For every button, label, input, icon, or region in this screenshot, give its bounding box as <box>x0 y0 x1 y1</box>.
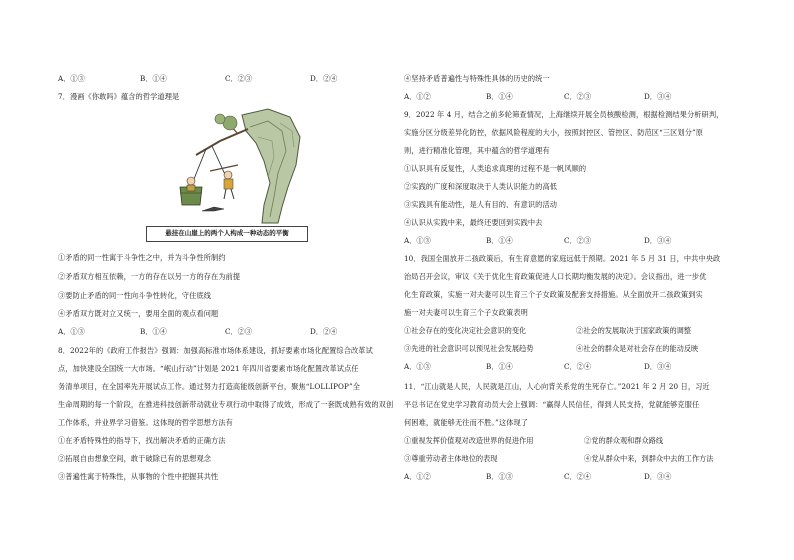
q10-line-2: 治局召开会议，审议《关于优化生育政策促进人口长期均衡发展的决定》。会议指出，进一步优 <box>404 272 707 281</box>
option-b: B．①④ <box>486 92 513 101</box>
q8-item-4: ④坚持矛盾普遍性与特殊性具体的历史的统一 <box>404 74 550 83</box>
option-c: C．②③ <box>225 327 253 336</box>
q8-line-3: 务清单项目，在全国率先开展试点工作。通过努力打造高能级创新平台，聚焦“LOLLIPOP”全 <box>58 382 361 391</box>
option-b: B．①④ <box>486 236 513 245</box>
option-c: C．②④ <box>564 472 592 481</box>
comic-caption-box <box>146 226 308 242</box>
option-d: D．②④ <box>310 327 338 336</box>
option-d: D．②④ <box>310 74 338 83</box>
q10-line-3: 化生育政策，实施一对夫妻可以生育三个子女政策及配套支持措施。从全面放开二孩政策到实 <box>404 290 703 299</box>
q11-item-4: ④党从群众中来，到群众中去的工作方法 <box>584 454 714 463</box>
option-c: C．②③ <box>564 236 592 245</box>
q11-item-3: ③尊重劳动者主体地位的表现 <box>404 454 498 463</box>
option-d: D．③④ <box>644 472 672 481</box>
option-a: A．①② <box>404 472 431 481</box>
option-a: A．①③ <box>404 236 431 245</box>
option-b: B．①④ <box>486 362 513 371</box>
q8-line-4: 生命周期的每一个阶段，在推进科技创新带动就业专项行动中取得了成效，形成了一套既成熟有效的双创 <box>58 400 394 409</box>
q10-item-3: ③先进的社会意识可以预见社会发展趋势 <box>404 344 534 353</box>
q8-line-1: 8．2022年的《政府工作报告》强调：加强高标准市场体系建设，抓好要素市场化配置综合改革试 <box>58 346 373 355</box>
option-a: A．①③ <box>404 362 431 371</box>
q10-item-1: ①社会存在的变化决定社会意识的变化 <box>404 326 527 335</box>
option-d: D．③④ <box>644 362 672 371</box>
option-c: C．②③ <box>564 92 592 101</box>
q10-item-2: ②社会的发展取决于国家政策的调整 <box>576 326 692 335</box>
q9-line-3: 则，进行精准化管理，其中蕴含的哲学道理有 <box>404 146 550 155</box>
q11-line-1: 11．“江山就是人民，人民就是江山，人心向背关系党的生死存亡。”2021 年 2 月 20 日，习近 <box>404 382 710 391</box>
q11-line-2: 平总书记在党史学习教育动员大会上强调：“赢得人民信任，得到人民支持，党就能够克服任 <box>404 400 700 409</box>
option-a: A．①③ <box>58 327 85 336</box>
option-d: D．③④ <box>644 236 672 245</box>
option-d: D．③④ <box>644 92 672 101</box>
q11-line-3: 何困难，就能够无往而不胜。”这体现了 <box>404 418 529 427</box>
q7-stem: 7．漫画《你敢吗》蕴含的哲学道理是 <box>58 92 180 101</box>
q8-line-2: 点，加快建设全国统一大市场。“岷山行动”计划是 2021 年四川省要素市场化配置改革试点任 <box>58 364 359 373</box>
q11-item-2: ②党的群众观和群众路线 <box>584 436 664 445</box>
q8-line-5: 工作体系，并业界学习借鉴。这体现的哲学思想方法有 <box>58 418 233 427</box>
q8-item-2: ②拓展自由想象空间，敢于破除已有的思想观念 <box>58 454 212 463</box>
q11-item-1: ①重视发挥价值观对改造世界的促进作用 <box>404 436 534 445</box>
option-a: A．①③ <box>58 74 85 83</box>
q7-item-4: ④矛盾双方既对立又统一，要用全面的观点看问题 <box>58 309 219 318</box>
q8-item-3: ③普遍性寓于特殊性，从事物的个性中把握其共性 <box>58 472 219 481</box>
option-b: B．①③ <box>486 472 513 481</box>
q9-item-1: ①认识具有反复性，人类追求真理的过程不是一帆风顺的 <box>404 164 587 173</box>
q7-item-3: ③要防止矛盾的同一性向斗争性转化，守住底线 <box>58 291 212 300</box>
option-c: C．②③ <box>225 74 253 83</box>
q9-line-1: 9．2022 年 4 月，结合之前多轮筛查情况，上海继续开展全员核酸检测，根据检测结果分析研判， <box>404 110 724 119</box>
q7-item-1: ①矛盾的同一性寓于斗争性之中，并为斗争性所制约 <box>58 253 226 262</box>
option-b: B．①④ <box>140 74 167 83</box>
q9-item-3: ③实践具有能动性，是人有目的、有意识的活动 <box>404 200 558 209</box>
option-c: C．②④ <box>564 362 592 371</box>
q8-item-1: ①在矛盾特殊性的指导下，找出解决矛盾的正确方法 <box>58 436 226 445</box>
q10-item-4: ④社会的群众是对社会存在的能动反映 <box>576 344 699 353</box>
q10-line-4: 施一对夫妻可以生育三个子女政策表明 <box>404 308 528 317</box>
q7-item-2: ②矛盾双方相互依赖，一方的存在以另一方的存在为前提 <box>58 272 241 281</box>
comic-caption: 悬挂在山崖上的两个人构成一种动态的平衡 <box>165 229 289 237</box>
q9-item-2: ②实践的广度和深度取决于人类认识能力的高低 <box>404 182 558 191</box>
q10-line-1: 10．我国全面放开二孩政策后，有生育意愿的家庭远低于预期。2021 年 5 月 31 日，中共中央政 <box>404 254 721 263</box>
q9-item-4: ④认识从实践中来，最终还要回到实践中去 <box>404 218 543 227</box>
option-b: B．①④ <box>140 327 167 336</box>
cliff-comic-illustration <box>150 107 310 243</box>
option-a: A．①② <box>404 92 431 101</box>
q9-line-2: 实施分区分级差异化防控，依据风险程度的大小，按照封控区、管控区、防范区“三区划分”原 <box>404 128 704 137</box>
